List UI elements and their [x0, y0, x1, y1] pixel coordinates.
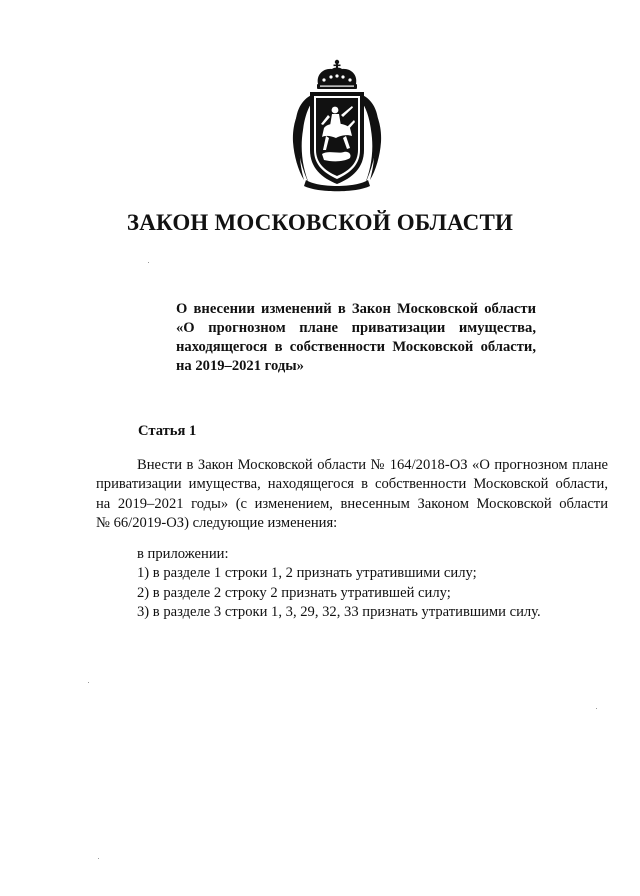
document-title: ЗАКОН МОСКОВСКОЙ ОБЛАСТИ — [126, 210, 514, 235]
scan-speck — [98, 858, 99, 859]
scan-speck — [88, 682, 89, 683]
article-body-line: на 2019–2021 годы» (с изменением, внесенным Законом Московской области — [96, 495, 608, 512]
article-body-line: Внести в Закон Московской области № 164/2018-ОЗ «О прогнозном плане — [137, 457, 608, 473]
article-body-line: приватизации имущества, находящегося в собственности Московской области, — [96, 476, 608, 493]
amendments-list — [137, 545, 541, 622]
coat-of-arms-icon — [288, 58, 386, 193]
subject-line: О внесении изменений в Закон Московской области — [176, 301, 536, 317]
amendment-intro: в приложении: — [137, 546, 229, 562]
article-heading: Статья 1 — [138, 423, 197, 439]
article-body — [96, 456, 608, 533]
subject-line: на 2019–2021 годы» — [176, 358, 304, 374]
amendment-item: 1) в разделе 1 строки 1, 2 признать утратившими силу; — [137, 565, 477, 582]
article-body-line: № 66/2019-ОЗ) следующие изменения: — [96, 514, 338, 531]
scan-speck — [148, 262, 149, 263]
law-subject — [176, 300, 536, 376]
scan-speck — [596, 708, 597, 709]
subject-line: «О прогнозном плане приватизации имущества, — [176, 320, 536, 336]
subject-line: находящегося в собственности Московской области, — [176, 339, 536, 355]
amendment-item: 3) в разделе 3 строки 1, 3, 29, 32, 33 признать утратившими силу. — [137, 603, 541, 620]
amendment-item: 2) в разделе 2 строку 2 признать утратившей силу; — [137, 584, 451, 601]
